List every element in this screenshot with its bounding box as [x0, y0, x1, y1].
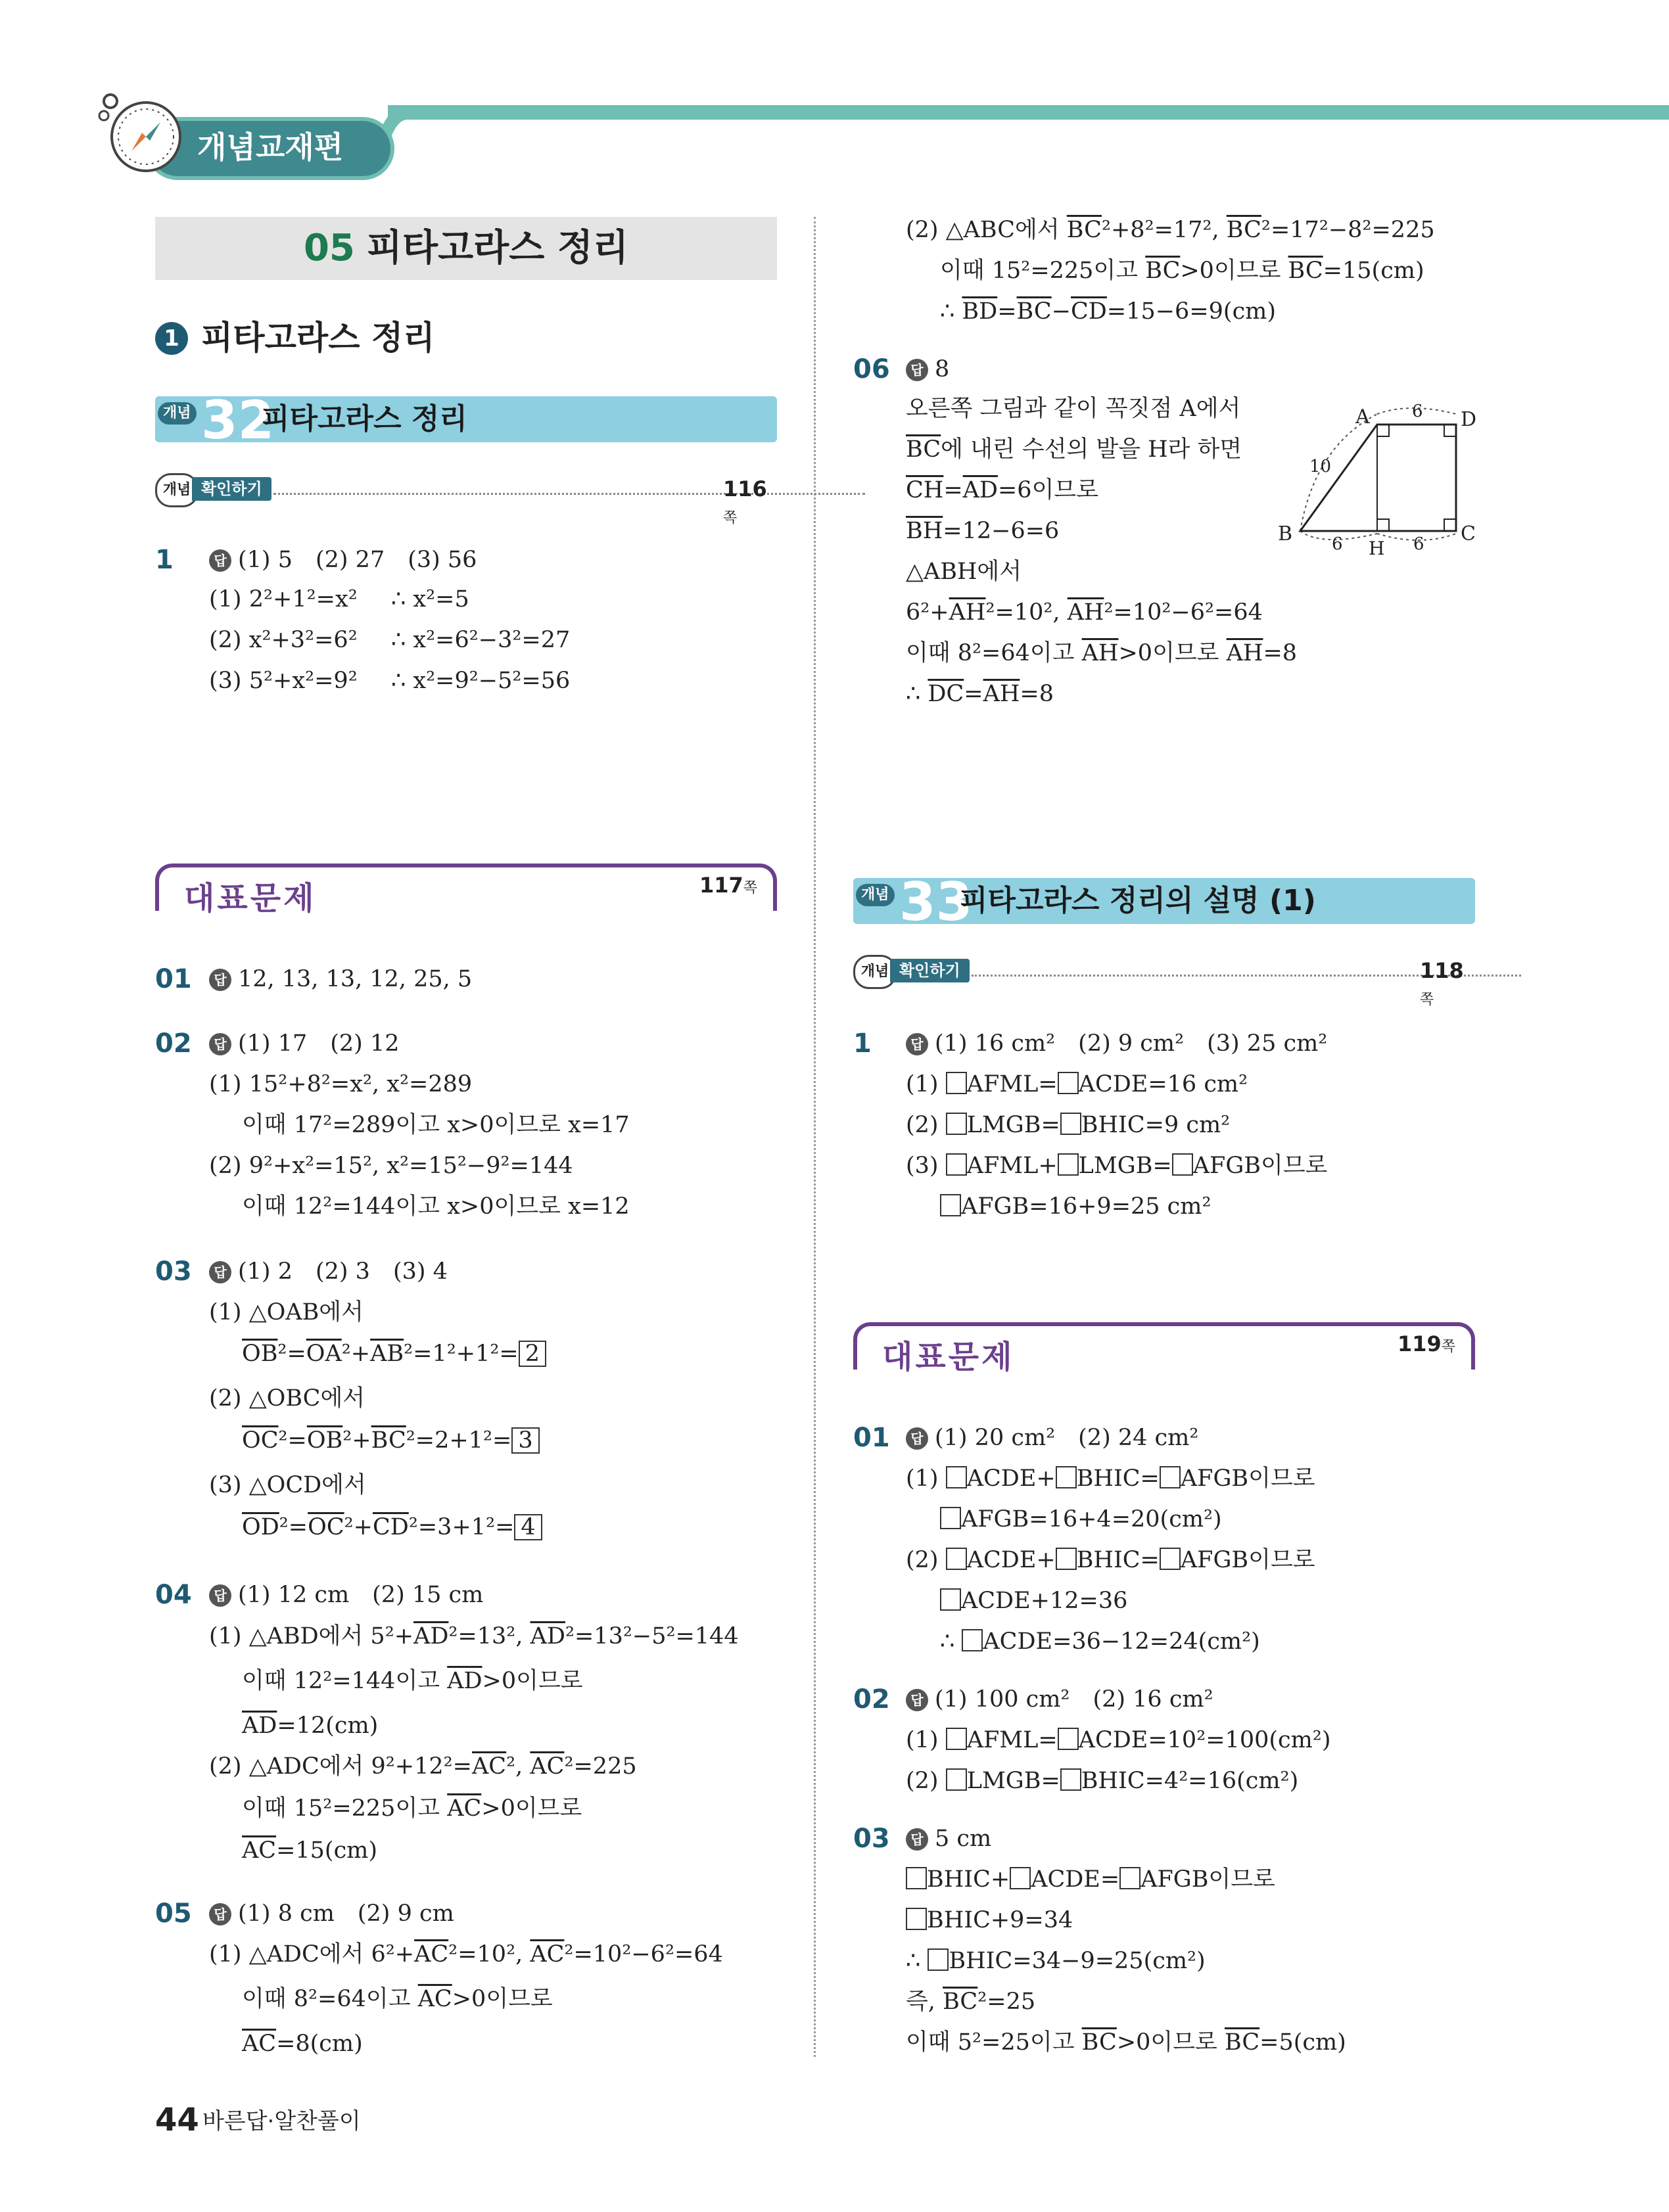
problem-04-answer: 답 (1) 12 cm (2) 15 cm [209, 1580, 483, 1609]
problem-06-number: 06 [853, 354, 890, 384]
problem-02-line3: (2) 9²+x²=15², x²=15²−9²=144 [209, 1153, 573, 1179]
problem-03-number: 03 [155, 1256, 192, 1287]
problem-05-line3: $\overline{AC}=8(cm)$ [242, 2031, 363, 2057]
problem-06-line3: $\overline{CH}=\overline{AD}=6$이므로 [906, 477, 1099, 503]
problem-04-line2: 이때 12²=144이고 $\overline{AD}>0$이므로 [242, 1668, 583, 1694]
problem-02-answer: 답 (1) 17 (2) 12 [209, 1029, 399, 1058]
problem-06-line7: 이때 8²=64이고 $\overline{AH}>0$이므로 $\overline{AH}=8$ [906, 640, 1298, 666]
problem-119-02-number: 02 [853, 1684, 890, 1715]
section-number-badge: 1 [155, 322, 188, 355]
fig-label-c: C [1461, 522, 1476, 545]
problem-119-01-line1: (1) ACDE+ BHIC= AFGB이므로 [906, 1465, 1315, 1492]
problem-119-01-line3: (2) ACDE+ BHIC= AFGB이므로 [906, 1547, 1315, 1573]
concept-32-q1-line1b: ∴ x²=5 [391, 586, 469, 612]
rep-title: 대표문제 [877, 1331, 1020, 1377]
problem-03-line2: $\overline{OB}^2=\overline{OA}^2+\overline{AB}^2=1^2+1^2= 2$ [242, 1339, 546, 1368]
problem-02-line2: 이때 17²=289이고 x>0이므로 x=17 [242, 1112, 630, 1138]
problem-119-01-number: 01 [853, 1423, 890, 1453]
fig-label-top: 6 [1412, 402, 1423, 421]
rep-page: 119쪽 [1395, 1331, 1458, 1356]
chapter-title [155, 217, 777, 280]
check-circle: 개념 [853, 955, 897, 989]
problem-03-line1: (1) △OAB에서 [209, 1299, 364, 1325]
problem-01-answer: 답 12, 13, 13, 12, 25, 5 [209, 965, 472, 994]
problem-03-answer: 답 (1) 2 (2) 3 (3) 4 [209, 1257, 448, 1286]
problem-119-01-line2: AFGB=16+4=20(cm²) [940, 1505, 1222, 1534]
concept-check-118 [853, 955, 1475, 1008]
concept-33-q1-line2: (2) LMGB= BHIC=9 cm² [906, 1112, 1231, 1138]
check-label: 확인하기 [192, 477, 271, 501]
problem-06-line1: 오른쪽 그림과 같이 꼭짓점 A에서 [906, 396, 1241, 422]
concept-33-q1-number: 1 [853, 1028, 872, 1059]
check-page: 118쪽 [1420, 958, 1464, 1008]
fig-label-left: 10 [1309, 457, 1332, 476]
concept-33-q1-line1: (1) AFML= ACDE=16 cm² [906, 1071, 1248, 1097]
trapezoid-figure [1269, 394, 1486, 565]
problem-02-line1: (1) 15²+8²=x², x²=289 [209, 1071, 473, 1097]
problem-06-line4: $\overline{BH}=12-6=6$ [906, 518, 1060, 544]
concept-32-q1-line3b: ∴ x²=9²−5²=56 [391, 668, 571, 694]
problem-119-02-line1: (1) AFML= ACDE=10²=100(cm²) [906, 1727, 1331, 1753]
problem-119-02-answer: 답 (1) 100 cm² (2) 16 cm² [906, 1685, 1213, 1714]
problem-119-03-line5: 이때 5²=25이고 $\overline{BC}>0$이므로 $\overline{BC}=5(cm)$ [906, 2029, 1346, 2056]
concept-32-q1-line3a: (3) 5²+x²=9² [209, 668, 358, 694]
check-page: 116쪽 [723, 476, 767, 526]
problem-04-line6: $\overline{AC}=15(cm)$ [242, 1837, 378, 1864]
problem-04-line1: (1) △ABD에서 $5^2+\overline{AD}^2=13^2$, $\overline{AD}^2=13^2-5^2=144$ [209, 1623, 739, 1649]
problem-02-number: 02 [155, 1028, 192, 1059]
problem-02-line4: 이때 12²=144이고 x>0이므로 x=12 [242, 1193, 630, 1220]
problem-119-03-answer: 답 5 cm [906, 1824, 991, 1853]
chapter-name: 피타고라스 정리 [366, 227, 629, 269]
problem-06-line6: $6^2+\overline{AH}^2=10^2$, $\overline{AH}^2=10^2-6^2=64$ [906, 599, 1263, 626]
problem-03-line3: (2) △OBC에서 [209, 1385, 365, 1412]
concept-32-q1-line2a: (2) x²+3²=6² [209, 627, 358, 653]
concept-33-title: 피타고라스 정리의 설명 (1) [960, 884, 1316, 917]
fig-label-a: A [1355, 405, 1370, 428]
problem-06-answer: 답 8 [906, 355, 949, 384]
concept-33-number: 33 [899, 871, 973, 933]
problem-06-line2: $\overline{BC}$에 내린 수선의 발을 H라 하면 [906, 436, 1242, 463]
problem-03-line6: $\overline{OD}^2=\overline{OC}^2+\overline{CD}^2=3+1^2= 4$ [242, 1513, 542, 1542]
problem-119-01-line5: ∴ ACDE=36−12=24(cm²) [940, 1628, 1260, 1655]
representative-problems-header-119 [853, 1322, 1475, 1375]
problem-119-02-line2: (2) LMGB= BHIC=4²=16(cm²) [906, 1768, 1299, 1794]
fig-label-br: 6 [1413, 534, 1424, 554]
problem-119-03-line3: ∴ BHIC=34−9=25(cm²) [906, 1948, 1206, 1974]
header-tab-label: 개념교재편 [197, 129, 344, 165]
fig-label-b: B [1278, 522, 1293, 545]
problem-04-line5: 이때 15²=225이고 $\overline{AC}>0$이므로 [242, 1795, 582, 1822]
concept-32-q1-line2b: ∴ x²=6²−3²=27 [391, 627, 571, 653]
problem-119-01-answer: 답 (1) 20 cm² (2) 24 cm² [906, 1423, 1198, 1452]
problem-119-03-number: 03 [853, 1824, 890, 1854]
problem-05-number: 05 [155, 1899, 192, 1929]
problem-05-line5: 이때 15²=225이고 $\overline{BC}>0$이므로 $\overline{BC}=15(cm)$ [940, 258, 1424, 284]
footer-text: 바른답·알찬풀이 [202, 2108, 361, 2134]
check-label: 확인하기 [890, 959, 970, 982]
fig-label-d: D [1461, 408, 1477, 431]
check-circle: 개념 [155, 473, 199, 507]
problem-03-line5: (3) △OCD에서 [209, 1472, 366, 1498]
problem-04-line3: $\overline{AD}=12(cm)$ [242, 1713, 379, 1739]
problem-04-line4: (2) △ADC에서 $9^2+12^2=\overline{AC}^2$, $\overline{AC}^2=225$ [209, 1753, 637, 1780]
problem-05-answer: 답 (1) 8 cm (2) 9 cm [209, 1899, 454, 1928]
fig-label-bl: 6 [1332, 534, 1343, 554]
concept-33-badge: 개념 [856, 884, 895, 906]
concept-33-q1-line3: (3) AFML+ LMGB= AFGB이므로 [906, 1153, 1328, 1179]
problem-119-03-line2: BHIC+9=34 [906, 1906, 1073, 1935]
section-title: 피타고라스 정리 [201, 319, 435, 357]
problem-119-01-line4: ACDE+12=36 [940, 1586, 1127, 1615]
concept-check-116 [155, 473, 777, 526]
footer-page-number: 44 [155, 2102, 199, 2138]
problem-05-line4: (2) △ABC에서 $\overline{BC}^2+8^2=17^2$, $\overline{BC}^2=17^2-8^2=225$ [906, 217, 1435, 243]
problem-06-line8: ∴ $\overline{DC}=\overline{AH}=8$ [906, 681, 1054, 707]
header-stripe [388, 105, 1669, 120]
rep-page: 117쪽 [697, 873, 760, 898]
problem-119-03-line4: 즉, $\overline{BC}^2=25$ [906, 1989, 1036, 2015]
compass-icon [97, 89, 183, 175]
problem-119-03-line1: BHIC+ ACDE= AFGB이므로 [906, 1865, 1275, 1894]
concept-32-badge: 개념 [158, 402, 197, 425]
problem-06-line5: △ABH에서 [906, 559, 1022, 585]
problem-05-line1: (1) △ADC에서 $6^2+\overline{AC}^2=10^2$, $\overline{AC}^2=10^2-6^2=64$ [209, 1941, 723, 1968]
concept-32-q1-number: 1 [155, 545, 174, 575]
concept-33-q1-line4: AFGB=16+9=25 cm² [940, 1192, 1211, 1221]
problem-03-line4: $\overline{OC}^2=\overline{OB}^2+\overline{BC}^2=2+1^2= 3$ [242, 1426, 540, 1455]
problem-04-number: 04 [155, 1580, 192, 1610]
concept-33-q1-answer: 답 (1) 16 cm² (2) 9 cm² (3) 25 cm² [906, 1029, 1327, 1058]
problem-05-line6: ∴ $\overline{BD}=\overline{BC}-\overline{CD}=15-6=9(cm)$ [940, 298, 1277, 325]
rep-title: 대표문제 [179, 873, 321, 918]
problem-01-number: 01 [155, 964, 192, 994]
problem-05-line2: 이때 8²=64이고 $\overline{AC}>0$이므로 [242, 1986, 553, 2012]
concept-32-q1-answer: 답 (1) 5 (2) 27 (3) 56 [209, 545, 477, 574]
chapter-number: 05 [303, 227, 355, 269]
concept-32-title: 피타고라스 정리 [262, 402, 467, 436]
concept-32-q1-line1a: (1) 2²+1²=x² [209, 586, 358, 612]
representative-problems-header-117 [155, 864, 777, 917]
concept-32-number: 32 [201, 390, 275, 451]
fig-label-h: H [1369, 538, 1385, 559]
